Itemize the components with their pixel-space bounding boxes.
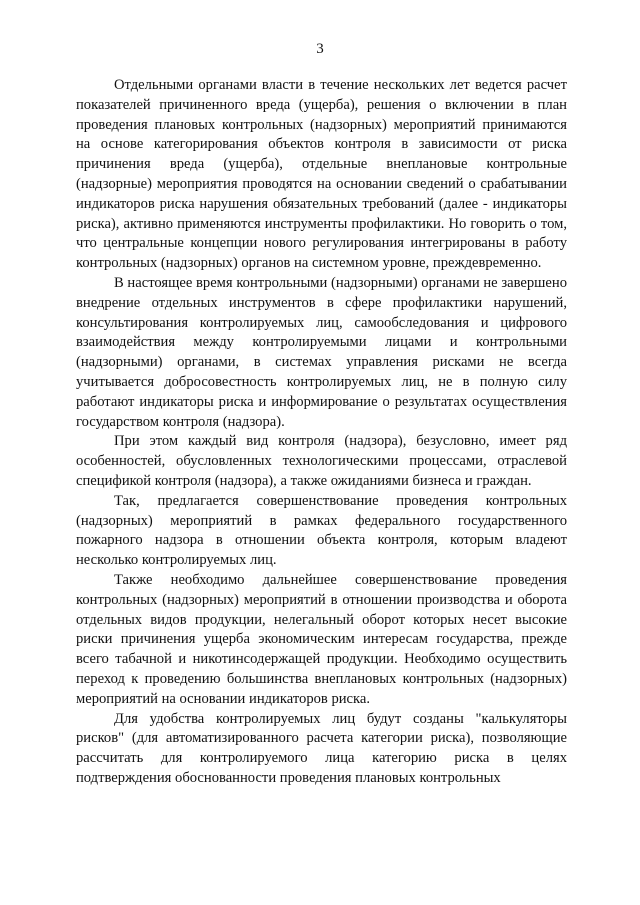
paragraph-fire-supervision: Так, предлагается совершенствование проведения контрольных (надзорных) мероприятий в рамках федерального государственного пожарного надзора в отношении объекта контроля, которым владеют несколько контролируемых лиц. — [76, 492, 567, 569]
paragraph-risk-calculators: Для удобства контролируемых лиц будут созданы "калькуляторы рисков" (для автоматизированного расчета категории риска), позволяющие рассчитать для контролируемого лица категорию риска в целях подтверждения обоснованности проведения плановых контрольных — [76, 710, 567, 786]
paragraph-tobacco-products: Также необходимо дальнейшее совершенствование проведения контрольных (надзорных) мероприятий в отношении производства и оборота отдельных видов продукции, нелегальный оборот которых несет высокие риски причинения ущерба экономическим интересам государства, прежде всего табачной и никотинсодержащей продукции. Необходимо осуществить переход к проведению большинства внеплановых контрольных (надзорных) мероприятий на основании индикаторов риска. — [76, 571, 567, 707]
paragraph-current-state: В настоящее время контрольными (надзорными) органами не завершено внедрение отдельных инструментов в сфере профилактики нарушений, консультирования контролируемых лиц, самообследования и цифрового взаимодействия между контролируемыми лицами и контрольными (надзорными) органами, в системах управления рисками не всегда учитывается добросовестность контролируемых лиц, не в полную силу работают индикаторы риска и информирование о результатах осуществления государством контроля (надзора). — [76, 274, 567, 430]
paragraph-risk-calculation: Отдельными органами власти в течение нескольких лет ведется расчет показателей причиненного вреда (ущерба), решения о включении в план проведения плановых контрольных (надзорных) мероприятий принимаются на основе категорирования объектов контроля в зависимости от риска причинения вреда (ущерба), отдельные внеплановые контрольные (надзорные) мероприятия проводятся на основании сведений о срабатывании индикаторов риска нарушения обязательных требований (далее - индикаторы риска), активно применяются инструменты профилактики. Но говорить о том, что центральные концепции нового регулирования интегрированы в работу контрольных (надзорных) органов на системном уровне, преждевременно. — [76, 77, 567, 272]
paragraph-control-specifics: При этом каждый вид контроля (надзора), безусловно, имеет ряд особенностей, обусловленных технологическими процессами, отраслевой спецификой контроля (надзора), а также ожиданиями бизнеса и граждан. — [76, 433, 567, 489]
document-body — [76, 76, 567, 789]
page-number: 3 — [316, 41, 324, 57]
